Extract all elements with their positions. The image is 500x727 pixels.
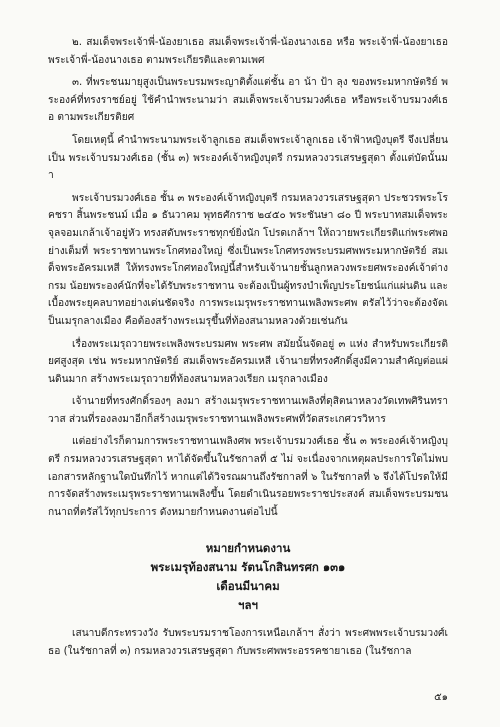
heading-line-4: ฯลฯ — [238, 598, 258, 613]
paragraph-1: ๒. สมเด็จพระเจ้าพี่-น้องยาเธอ สมเด็จพระเจ้าพี่-น้องนางเธอ หรือ พระเจ้าพี่-น้องยาเธอ พระเจ้าพี่-น้องนางเธอ ตามพระเกียรติและตามเพศ — [48, 37, 448, 66]
schedule-heading — [48, 539, 448, 615]
heading-line-2: พระเมรุท้องสนาม รัตนโกสินทรศก ๑๓๑ — [150, 560, 346, 575]
paragraph-4: พระเจ้าบรมวงศ์เธอ ชั้น ๓ พระองค์เจ้าหญิงบุตรี กรมหลวงวรเสรษฐสุดา ประชวรพระโรคชรา สิ้นพระชนม์ เมื่อ ๑ ธันวาคม พุทธศักราช ๒๔๕๐ พระชันษา ๘๐ ปี พระบาทสมเด็จพระจุลจอมเกล้าเจ้าอยู่หัว ทรงสดับพระราชทุกข์ยิ่งนัก โปรดเกล้าฯ ให้ถวายพระเกียรติแก่พระศพอย่างเต็มที่ พระราชทานพระโกศทองใหญ่ ซึ่งเป็นพระโกศทรงพระบรมศพพระมหากษัตริย์ สมเด็จพระอัครมเหสี ให้ทรงพระโกศทองใหญ่นี้สำหรับเจ้านายชั้นลูกหลวงพระยศพระองค์เจ้าต่างกรม น้อยพระองค์นักที่จะได้รับพระราชทาน จะต้องเป็นผู้ทรงบำเพ็ญประโยชน์แก่แผ่นดิน และเบื้องพระยุคลบาทอย่างเด่นชัดจริง การพระเมรุพระราชทานเพลิงพระศพ ตรัสไว้ว่าจะต้องจัดเป็นเมรุกลางเมือง คือต้องสร้างพระเมรุขึ้นที่ท้องสนามหลวงด้วยเช่นกัน — [48, 192, 448, 327]
heading-line-1: หมายกำหนดงาน — [205, 541, 291, 556]
paragraph-7: แต่อย่างไรก็ตามการพระราชทานเพลิงศพ พระเจ้าบรมวงศ์เธอ ชั้น ๓ พระองค์เจ้าหญิงบุตรี กรมหลวงวรเสรษฐสุดา หาได้จัดขึ้นในรัชกาลที่ ๕ ไม่ จะเนื่องจากเหตุผลประการใดไม่พบเอกสารหลักฐานใดบันทึกไว้ หากแต่ได้วิจรณผานถึงรัชกาลที่ ๖ ในรัชกาลที่ ๖ จึงได้โปรดให้มีการจัดสร้างพระเมรุพระราชทานเพลิงขึ้น โดยดำเนินรอยพระราชประสงค์ สมเด็จพระบรมชนกนาถที่ตรัสไว้ทุกประการ ดังหมายกำหนดงานต่อไปนี้ — [48, 436, 448, 518]
closing-paragraph: เสนาบดีกระทรวงวัง รับพระบรมราชโองการเหนือเกล้าฯ สั่งว่า พระศพพระเจ้าบรมวงศ์เธอ (ในรัชกาลที่ ๓) กรมหลวงวรเสรษฐสุดา กับพระศพพระอรรคชายาเธอ (ในรัชกาล — [48, 628, 448, 658]
paragraph-3: โดยเหตุนี้ คำนำพระนามพระเจ้าลูกเธอ สมเด็จพระเจ้าลูกเธอ เจ้าฟ้าหญิงบุตรี จึงเปลี่ยนเป็น พระเจ้าบรมวงศ์เธอ (ชั้น ๓) พระองค์เจ้าหญิงบุตรี กรมหลวงวรเสรษฐสุดา ตั้งแต่บัดนั้นมา — [48, 134, 448, 182]
paragraph-6: เจ้านายที่ทรงศักดิ์รองๆ ลงมา สร้างเมรุพระราชทานเพลิงที่ดุสิตนาหลวงวัดเทพศิรินทราวาส ส่วนที่รองลงมาอีกก็สร้างเมรุพระราชทานเพลิงพระศพที่วัดสระเกศวรวิหาร — [48, 396, 448, 425]
paragraph-5: เรื่องพระเมรุถวายพระเพลิงพระบรมศพ พระศพ สมัยนั้นจัดอยู่ ๓ แห่ง สำหรับพระเกียรติยศสูงสุด เช่น พระมหากษัตริย์ สมเด็จพระอัครมเหสี เจ้านายที่ทรงศักดิ์สูงมีความสำคัญต่อแผ่นดินมาก สร้างพระเมรุถวายที่ท้องสนามหลวงเรียก เมรุกลางเมือง — [48, 338, 448, 385]
heading-line-3: เดือนมีนาคม — [216, 579, 280, 594]
paragraph-2: ๓. ที่พระชนมายุสูงเป็นพระบรมพระญาติตั้งแต่ชั้น อา น้า ป้า ลุง ของพระมหากษัตริย์ พระองค์ที่ทรงราชย์อยู่ ใช้คำนำพระนามว่า สมเด็จพระเจ้าบรมวงศ์เธอ หรือพระเจ้าบรมวงศ์เธอ ตามพระเกียรติยศ — [48, 77, 448, 124]
page-number: ๕๑ — [434, 692, 448, 703]
